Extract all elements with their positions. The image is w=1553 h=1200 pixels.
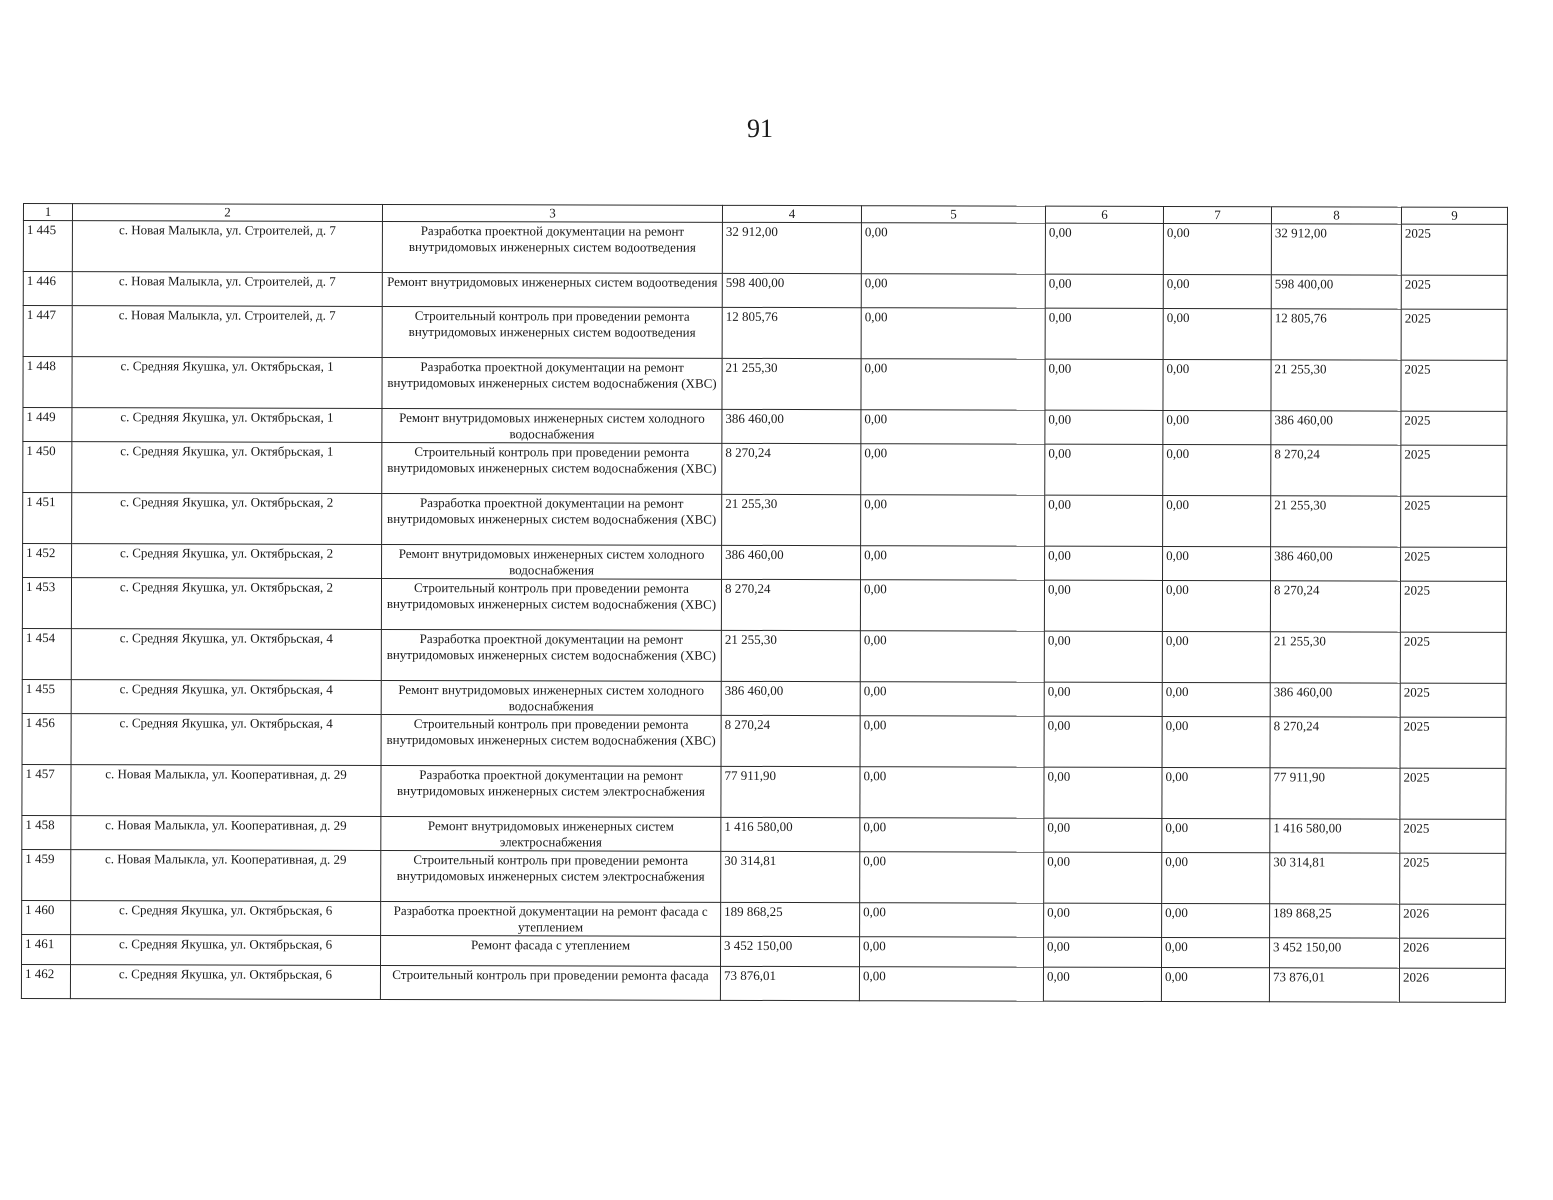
column-header: 6 [1045,206,1163,223]
value-col6: 0,00 [1045,308,1163,359]
row-number: 1 453 [22,578,71,629]
value-col5: 0,00 [860,852,1044,903]
row-number: 1 447 [23,306,72,357]
work-type-cell: Разработка проектной документации на ремонт внутридомовых инженерных систем водоснабжения (ХВС) [382,357,722,409]
value-col4: 8 270,24 [721,579,860,630]
address-cell: с. Средняя Якушка, ул. Октябрьская, 6 [70,965,380,1000]
year-cell: 2025 [1401,547,1507,581]
value-col5: 0,00 [861,223,1045,274]
value-col4: 21 255,30 [722,358,861,409]
year-cell: 2025 [1400,853,1506,904]
value-col5: 0,00 [860,937,1044,967]
table-row [22,849,1506,904]
year-cell: 2025 [1400,768,1506,819]
column-header: 3 [382,204,722,222]
value-col6: 0,00 [1045,410,1163,444]
value-col6: 0,00 [1044,580,1162,631]
value-col4: 30 314,81 [721,851,860,902]
table-row [23,544,1507,582]
value-col7: 0,00 [1162,580,1270,631]
value-col4: 73 876,01 [720,966,859,1000]
value-col5: 0,00 [860,818,1044,852]
column-header: 4 [722,205,861,222]
address-cell: с. Средняя Якушка, ул. Октябрьская, 4 [71,629,381,681]
column-header: 1 [23,204,72,221]
value-col7: 0,00 [1163,308,1271,359]
year-cell: 2025 [1400,717,1506,768]
address-cell: с. Новая Малыкла, ул. Кооперативная, д. 29 [71,850,381,902]
address-cell: с. Новая Малыкла, ул. Строителей, д. 7 [72,221,382,273]
address-cell: с. Средняя Якушка, ул. Октябрьская, 2 [72,544,382,579]
table-row [22,628,1506,683]
column-header: 5 [861,206,1045,223]
row-number: 1 462 [21,964,70,998]
year-cell: 2025 [1401,275,1507,309]
address-cell: с. Средняя Якушка, ул. Октябрьская, 2 [72,493,382,545]
year-cell: 2025 [1401,309,1507,360]
row-number: 1 445 [23,221,72,272]
work-type-cell: Строительный контроль при проведении ремонта внутридомовых инженерных систем водоотведения [382,306,722,358]
value-col7: 0,00 [1163,444,1271,495]
table-row [23,272,1507,310]
row-number: 1 460 [22,900,71,934]
value-col4: 77 911,90 [721,766,860,817]
repair-program-table [21,203,1508,1003]
work-type-cell: Ремонт фасада с утеплением [381,935,721,966]
address-cell: с. Новая Малыкла, ул. Кооперативная, д. 29 [71,765,381,817]
row-number: 1 446 [23,272,72,306]
table-row [22,900,1506,938]
value-col6: 0,00 [1044,682,1162,716]
value-col5: 0,00 [861,444,1045,495]
value-col5: 0,00 [860,716,1044,767]
value-col6: 0,00 [1045,223,1163,274]
row-number: 1 449 [23,408,72,442]
value-col5: 0,00 [861,410,1045,444]
table-row [22,815,1506,853]
value-col7: 0,00 [1162,903,1270,937]
value-col8: 189 868,25 [1270,904,1400,938]
work-type-cell: Разработка проектной документации на ремонт фасада с утеплением [381,901,721,936]
value-col6: 0,00 [1044,852,1162,903]
value-col7: 0,00 [1163,410,1271,444]
address-cell: с. Новая Малыкла, ул. Строителей, д. 7 [72,306,382,358]
work-type-cell: Строительный контроль при проведении ремонта внутридомовых инженерных систем водоснабжения (ХВС) [381,578,721,630]
row-number: 1 448 [23,357,72,408]
table-row [23,493,1507,548]
work-type-cell: Ремонт внутридомовых инженерных систем холодного водоснабжения [382,408,722,443]
address-cell: с. Средняя Якушка, ул. Октябрьская, 1 [72,442,382,494]
value-col4: 12 805,76 [722,307,861,358]
value-col7: 0,00 [1161,967,1269,1001]
value-col7: 0,00 [1162,631,1270,682]
table-row [22,713,1506,768]
row-number: 1 455 [22,679,71,713]
year-cell: 2025 [1401,224,1507,275]
value-col7: 0,00 [1163,546,1271,580]
column-header: 2 [72,204,382,222]
year-cell: 2025 [1401,496,1507,547]
value-col4: 8 270,24 [722,443,861,494]
value-col6: 0,00 [1044,818,1162,852]
value-col5: 0,00 [860,682,1044,716]
value-col8: 386 460,00 [1271,547,1401,581]
work-type-cell: Разработка проектной документации на ремонт внутридомовых инженерных систем водоснабжения (ХВС) [382,493,722,545]
value-col7: 0,00 [1162,682,1270,716]
year-cell: 2026 [1400,904,1506,938]
value-col5: 0,00 [861,495,1045,546]
work-type-cell: Ремонт внутридомовых инженерных систем водоотведения [382,272,722,307]
value-col7: 0,00 [1163,274,1271,308]
value-col8: 73 876,01 [1269,968,1399,1002]
table-row [23,306,1507,361]
value-col5: 0,00 [861,359,1045,410]
year-cell: 2025 [1401,411,1507,445]
value-col8: 21 255,30 [1271,496,1401,547]
value-col4: 386 460,00 [722,409,861,443]
value-col8: 386 460,00 [1271,411,1401,445]
value-col8: 32 912,00 [1271,224,1401,275]
value-col7: 0,00 [1163,495,1271,546]
column-header: 9 [1401,207,1507,224]
value-col4: 8 270,24 [721,715,860,766]
year-cell: 2025 [1401,360,1507,411]
value-col5: 0,00 [859,967,1043,1001]
value-col5: 0,00 [860,903,1044,937]
row-number: 1 456 [22,713,71,764]
value-col6: 0,00 [1044,937,1162,967]
value-col7: 0,00 [1162,937,1270,967]
value-col8: 8 270,24 [1270,717,1400,768]
table-row [22,578,1506,633]
page-number: 91 [747,114,773,143]
value-col6: 0,00 [1045,359,1163,410]
column-header: 7 [1163,206,1271,223]
value-col6: 0,00 [1043,967,1161,1001]
work-type-cell: Строительный контроль при проведении ремонта внутридомовых инженерных систем электроснабжения [381,850,721,902]
value-col8: 386 460,00 [1270,683,1400,717]
address-cell: с. Средняя Якушка, ул. Октябрьская, 6 [71,901,381,936]
address-cell: с. Средняя Якушка, ул. Октябрьская, 4 [71,680,381,715]
work-type-cell: Строительный контроль при проведении ремонта внутридомовых инженерных систем водоснабжения (ХВС) [381,714,721,766]
value-col8: 12 805,76 [1271,309,1401,360]
year-cell: 2026 [1399,968,1505,1002]
value-col8: 21 255,30 [1271,360,1401,411]
row-number: 1 450 [23,442,72,493]
value-col4: 3 452 150,00 [721,936,860,966]
value-col4: 386 460,00 [721,681,860,715]
value-col6: 0,00 [1045,495,1163,546]
value-col4: 21 255,30 [721,630,860,681]
address-cell: с. Средняя Якушка, ул. Октябрьская, 2 [71,578,381,630]
table-row [22,764,1506,819]
address-cell: с. Средняя Якушка, ул. Октябрьская, 1 [72,357,382,409]
work-type-cell: Разработка проектной документации на ремонт внутридомовых инженерных систем водоснабжения (ХВС) [381,629,721,681]
year-cell: 2025 [1400,819,1506,853]
row-number: 1 459 [22,849,71,900]
address-cell: с. Средняя Якушка, ул. Октябрьская, 1 [72,408,382,443]
value-col8: 77 911,90 [1270,768,1400,819]
value-col6: 0,00 [1045,546,1163,580]
work-type-cell: Ремонт внутридомовых инженерных систем электроснабжения [381,816,721,851]
address-cell: с. Новая Малыкла, ул. Строителей, д. 7 [72,272,382,307]
value-col7: 0,00 [1162,716,1270,767]
value-col5: 0,00 [861,274,1045,308]
value-col7: 0,00 [1163,359,1271,410]
table-row [23,442,1507,497]
value-col4: 1 416 580,00 [721,817,860,851]
value-col8: 8 270,24 [1271,445,1401,496]
year-cell: 2025 [1400,632,1506,683]
value-col8: 30 314,81 [1270,853,1400,904]
value-col8: 598 400,00 [1271,275,1401,309]
row-number: 1 458 [22,815,71,849]
row-number: 1 452 [23,544,72,578]
row-number: 1 454 [22,628,71,679]
column-header: 8 [1271,207,1401,224]
year-cell: 2025 [1400,581,1506,632]
value-col5: 0,00 [861,308,1045,359]
value-col5: 0,00 [860,631,1044,682]
work-type-cell: Строительный контроль при проведении ремонта внутридомовых инженерных систем водоснабжения (ХВС) [382,442,722,494]
value-col7: 0,00 [1162,852,1270,903]
value-col8: 8 270,24 [1270,581,1400,632]
year-cell: 2026 [1400,938,1506,968]
work-type-cell: Разработка проектной документации на ремонт внутридомовых инженерных систем электроснабжения [381,765,721,817]
value-col5: 0,00 [861,546,1045,580]
table-row [23,221,1507,276]
value-col7: 0,00 [1162,818,1270,852]
table-row [23,357,1507,412]
value-col4: 21 255,30 [722,494,861,545]
work-type-cell: Ремонт внутридомовых инженерных систем холодного водоснабжения [381,680,721,715]
value-col8: 1 416 580,00 [1270,819,1400,853]
table-row [22,679,1506,717]
value-col7: 0,00 [1162,767,1270,818]
value-col6: 0,00 [1044,631,1162,682]
value-col5: 0,00 [860,767,1044,818]
value-col4: 189 868,25 [721,902,860,936]
value-col6: 0,00 [1045,274,1163,308]
year-cell: 2025 [1401,445,1507,496]
value-col8: 3 452 150,00 [1270,938,1400,968]
value-col6: 0,00 [1045,444,1163,495]
value-col4: 386 460,00 [722,545,861,579]
table-row [23,408,1507,446]
work-type-cell: Разработка проектной документации на ремонт внутридомовых инженерных систем водоотведения [382,221,722,273]
table-row [22,934,1506,968]
year-cell: 2025 [1400,683,1506,717]
value-col5: 0,00 [860,580,1044,631]
address-cell: с. Средняя Якушка, ул. Октябрьская, 6 [71,935,381,966]
value-col4: 598 400,00 [722,273,861,307]
work-type-cell: Ремонт внутридомовых инженерных систем холодного водоснабжения [382,544,722,579]
value-col7: 0,00 [1163,223,1271,274]
value-col4: 32 912,00 [722,222,861,273]
row-number: 1 457 [22,764,71,815]
value-col6: 0,00 [1044,767,1162,818]
row-number: 1 461 [22,934,71,964]
work-type-cell: Строительный контроль при проведении ремонта фасада [380,965,720,1000]
address-cell: с. Новая Малыкла, ул. Кооперативная, д. 29 [71,816,381,851]
value-col6: 0,00 [1044,903,1162,937]
value-col6: 0,00 [1044,716,1162,767]
table-row [21,964,1505,1002]
row-number: 1 451 [23,493,72,544]
value-col8: 21 255,30 [1270,632,1400,683]
address-cell: с. Средняя Якушка, ул. Октябрьская, 4 [71,714,381,766]
